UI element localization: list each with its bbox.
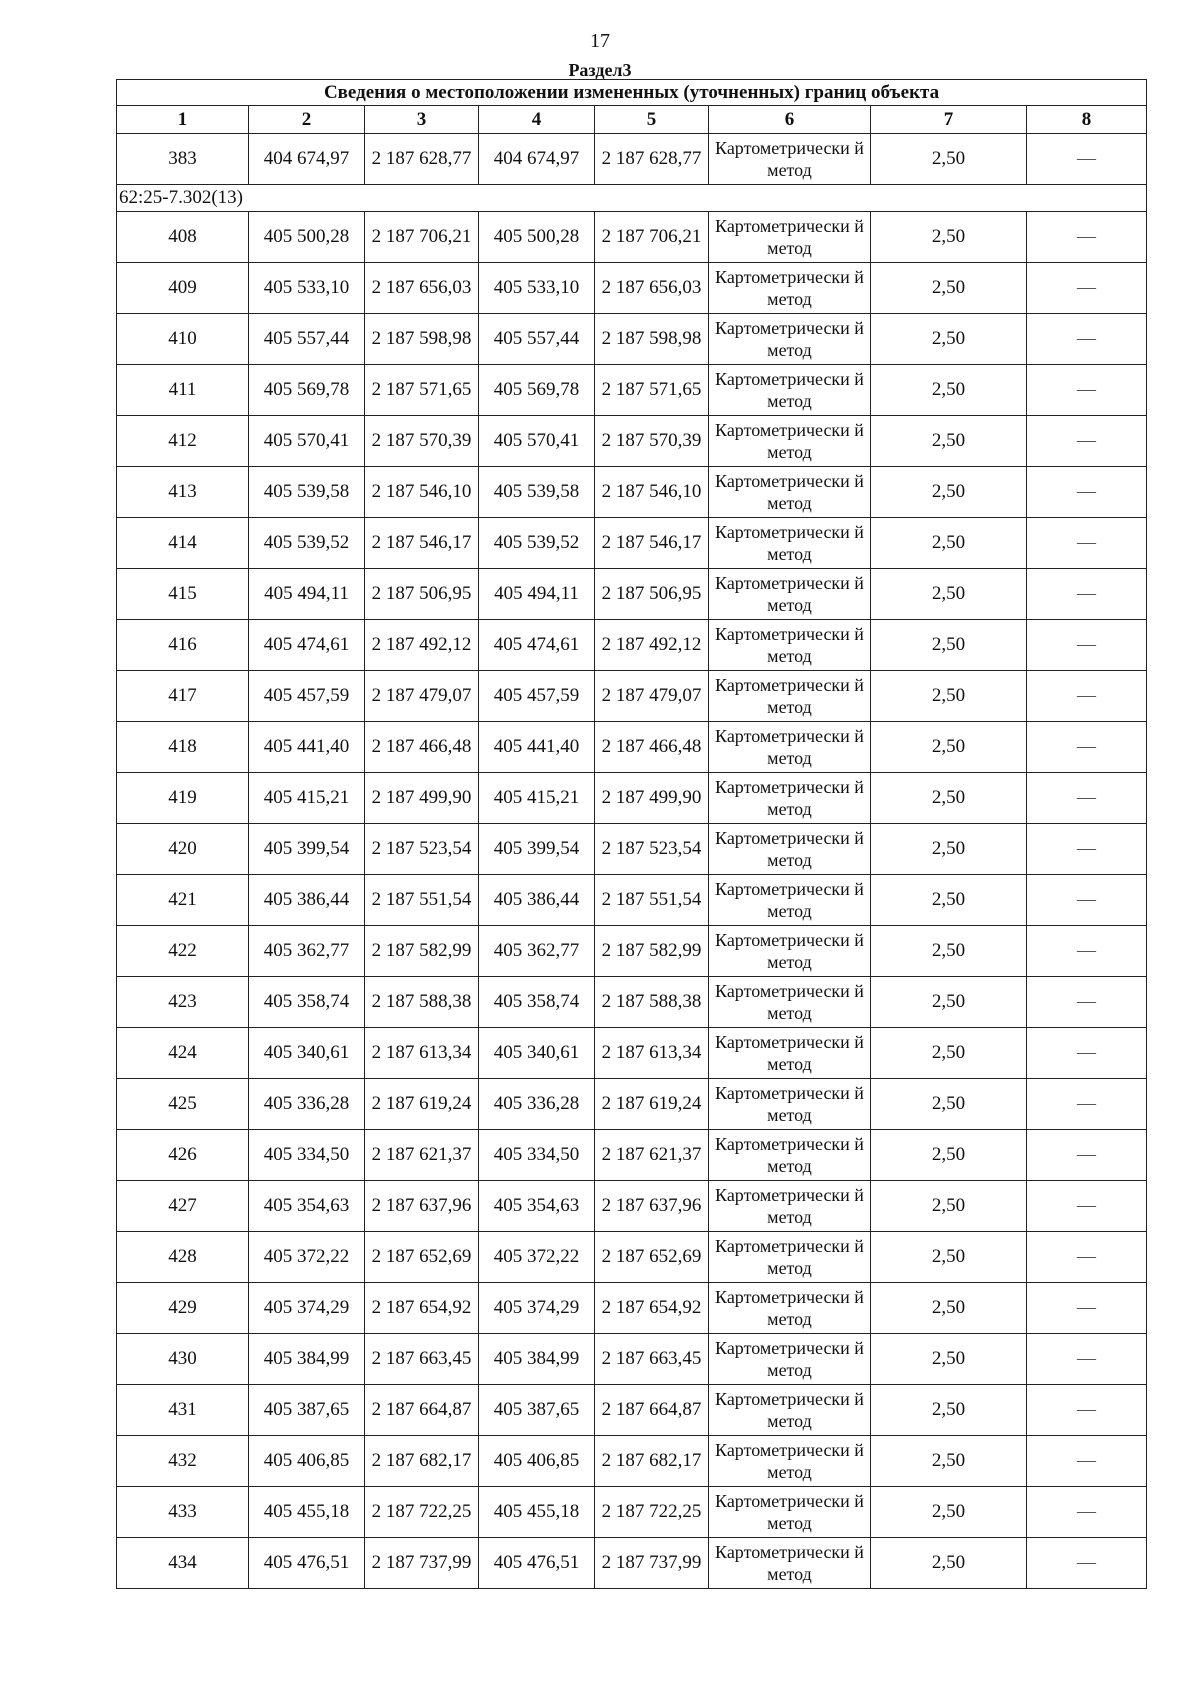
point-number-cell: 409 — [117, 263, 249, 314]
x-coordinate-cell: 405 457,59 — [249, 671, 365, 722]
method-cell: Картометрически й метод — [709, 1436, 871, 1487]
point-number-cell: 383 — [117, 134, 249, 185]
x-coordinate-cell: 405 374,29 — [249, 1283, 365, 1334]
x-coordinate-cell: 405 570,41 — [479, 416, 595, 467]
boundary-table — [116, 79, 1147, 1589]
description-cell: — — [1027, 875, 1147, 926]
description-cell: — — [1027, 467, 1147, 518]
y-coordinate-cell: 2 187 663,45 — [595, 1334, 709, 1385]
column-header: 7 — [871, 106, 1027, 134]
accuracy-cell: 2,50 — [871, 1436, 1027, 1487]
point-number-cell: 429 — [117, 1283, 249, 1334]
accuracy-cell: 2,50 — [871, 1232, 1027, 1283]
description-cell: — — [1027, 314, 1147, 365]
x-coordinate-cell: 405 569,78 — [249, 365, 365, 416]
table-row — [117, 569, 1147, 620]
x-coordinate-cell: 405 539,52 — [479, 518, 595, 569]
table-row — [117, 314, 1147, 365]
point-number-cell: 425 — [117, 1079, 249, 1130]
y-coordinate-cell: 2 187 499,90 — [595, 773, 709, 824]
y-coordinate-cell: 2 187 551,54 — [595, 875, 709, 926]
accuracy-cell: 2,50 — [871, 1538, 1027, 1589]
table-row — [117, 263, 1147, 314]
description-cell: — — [1027, 671, 1147, 722]
y-coordinate-cell: 2 187 621,37 — [595, 1130, 709, 1181]
x-coordinate-cell: 405 372,22 — [479, 1232, 595, 1283]
y-coordinate-cell: 2 187 663,45 — [365, 1334, 479, 1385]
point-number-cell: 426 — [117, 1130, 249, 1181]
point-number-cell: 422 — [117, 926, 249, 977]
method-cell: Картометрически й метод — [709, 722, 871, 773]
y-coordinate-cell: 2 187 656,03 — [595, 263, 709, 314]
accuracy-cell: 2,50 — [871, 773, 1027, 824]
accuracy-cell: 2,50 — [871, 569, 1027, 620]
y-coordinate-cell: 2 187 546,17 — [365, 518, 479, 569]
method-cell: Картометрически й метод — [709, 365, 871, 416]
table-row — [117, 773, 1147, 824]
x-coordinate-cell: 405 533,10 — [249, 263, 365, 314]
point-number-cell: 433 — [117, 1487, 249, 1538]
x-coordinate-cell: 405 457,59 — [479, 671, 595, 722]
accuracy-cell: 2,50 — [871, 875, 1027, 926]
x-coordinate-cell: 405 362,77 — [249, 926, 365, 977]
accuracy-cell: 2,50 — [871, 1385, 1027, 1436]
y-coordinate-cell: 2 187 523,54 — [595, 824, 709, 875]
table-row — [117, 1181, 1147, 1232]
y-coordinate-cell: 2 187 570,39 — [595, 416, 709, 467]
x-coordinate-cell: 405 474,61 — [249, 620, 365, 671]
point-number-cell: 412 — [117, 416, 249, 467]
y-coordinate-cell: 2 187 582,99 — [365, 926, 479, 977]
method-cell: Картометрически й метод — [709, 671, 871, 722]
description-cell: — — [1027, 722, 1147, 773]
table-row — [117, 1334, 1147, 1385]
y-coordinate-cell: 2 187 571,65 — [365, 365, 479, 416]
accuracy-cell: 2,50 — [871, 722, 1027, 773]
accuracy-cell: 2,50 — [871, 620, 1027, 671]
y-coordinate-cell: 2 187 570,39 — [365, 416, 479, 467]
accuracy-cell: 2,50 — [871, 671, 1027, 722]
accuracy-cell: 2,50 — [871, 263, 1027, 314]
y-coordinate-cell: 2 187 621,37 — [365, 1130, 479, 1181]
y-coordinate-cell: 2 187 652,69 — [365, 1232, 479, 1283]
table-row — [117, 1079, 1147, 1130]
x-coordinate-cell: 405 441,40 — [479, 722, 595, 773]
description-cell: — — [1027, 1283, 1147, 1334]
description-cell: — — [1027, 1436, 1147, 1487]
description-cell: — — [1027, 1130, 1147, 1181]
y-coordinate-cell: 2 187 706,21 — [595, 212, 709, 263]
method-cell: Картометрически й метод — [709, 1385, 871, 1436]
description-cell: — — [1027, 569, 1147, 620]
point-number-cell: 419 — [117, 773, 249, 824]
point-number-cell: 434 — [117, 1538, 249, 1589]
table-row — [117, 1538, 1147, 1589]
method-cell: Картометрически й метод — [709, 314, 871, 365]
accuracy-cell: 2,50 — [871, 1028, 1027, 1079]
y-coordinate-cell: 2 187 546,10 — [595, 467, 709, 518]
description-cell: — — [1027, 263, 1147, 314]
description-cell: — — [1027, 365, 1147, 416]
method-cell: Картометрически й метод — [709, 977, 871, 1028]
x-coordinate-cell: 405 399,54 — [249, 824, 365, 875]
description-cell: — — [1027, 1181, 1147, 1232]
x-coordinate-cell: 405 387,65 — [479, 1385, 595, 1436]
table-row — [117, 1130, 1147, 1181]
x-coordinate-cell: 405 557,44 — [479, 314, 595, 365]
x-coordinate-cell: 405 386,44 — [479, 875, 595, 926]
x-coordinate-cell: 405 557,44 — [249, 314, 365, 365]
description-cell: — — [1027, 518, 1147, 569]
table-row — [117, 467, 1147, 518]
y-coordinate-cell: 2 187 619,24 — [365, 1079, 479, 1130]
x-coordinate-cell: 405 539,58 — [479, 467, 595, 518]
x-coordinate-cell: 405 372,22 — [249, 1232, 365, 1283]
x-coordinate-cell: 405 399,54 — [479, 824, 595, 875]
method-cell: Картометрически й метод — [709, 1538, 871, 1589]
x-coordinate-cell: 405 406,85 — [249, 1436, 365, 1487]
y-coordinate-cell: 2 187 682,17 — [365, 1436, 479, 1487]
column-header: 6 — [709, 106, 871, 134]
description-cell: — — [1027, 773, 1147, 824]
description-cell: — — [1027, 1487, 1147, 1538]
y-coordinate-cell: 2 187 551,54 — [365, 875, 479, 926]
column-header: 2 — [249, 106, 365, 134]
table-row — [117, 977, 1147, 1028]
y-coordinate-cell: 2 187 628,77 — [595, 134, 709, 185]
x-coordinate-cell: 405 354,63 — [249, 1181, 365, 1232]
accuracy-cell: 2,50 — [871, 1487, 1027, 1538]
method-cell: Картометрически й метод — [709, 263, 871, 314]
point-number-cell: 432 — [117, 1436, 249, 1487]
table-row — [117, 926, 1147, 977]
x-coordinate-cell: 405 415,21 — [479, 773, 595, 824]
header-row — [117, 106, 1147, 134]
method-cell: Картометрически й метод — [709, 824, 871, 875]
x-coordinate-cell: 405 386,44 — [249, 875, 365, 926]
point-number-cell: 427 — [117, 1181, 249, 1232]
y-coordinate-cell: 2 187 628,77 — [365, 134, 479, 185]
method-cell: Картометрически й метод — [709, 1487, 871, 1538]
y-coordinate-cell: 2 187 654,92 — [595, 1283, 709, 1334]
method-cell: Картометрически й метод — [709, 518, 871, 569]
column-header: 5 — [595, 106, 709, 134]
y-coordinate-cell: 2 187 613,34 — [595, 1028, 709, 1079]
point-number-cell: 428 — [117, 1232, 249, 1283]
page-number: 17 — [590, 30, 610, 52]
method-cell: Картометрически й метод — [709, 416, 871, 467]
description-cell: — — [1027, 134, 1147, 185]
x-coordinate-cell: 405 455,18 — [479, 1487, 595, 1538]
x-coordinate-cell: 404 674,97 — [249, 134, 365, 185]
x-coordinate-cell: 405 362,77 — [479, 926, 595, 977]
method-cell: Картометрически й метод — [709, 773, 871, 824]
accuracy-cell: 2,50 — [871, 365, 1027, 416]
group-label: 62:25-7.302(13) — [117, 185, 1147, 212]
y-coordinate-cell: 2 187 722,25 — [595, 1487, 709, 1538]
point-number-cell: 418 — [117, 722, 249, 773]
point-number-cell: 410 — [117, 314, 249, 365]
description-cell: — — [1027, 1232, 1147, 1283]
x-coordinate-cell: 405 384,99 — [479, 1334, 595, 1385]
method-cell: Картометрически й метод — [709, 1232, 871, 1283]
y-coordinate-cell: 2 187 546,17 — [595, 518, 709, 569]
table-row — [117, 671, 1147, 722]
column-header: 8 — [1027, 106, 1147, 134]
y-coordinate-cell: 2 187 506,95 — [365, 569, 479, 620]
accuracy-cell: 2,50 — [871, 212, 1027, 263]
description-cell: — — [1027, 416, 1147, 467]
y-coordinate-cell: 2 187 598,98 — [595, 314, 709, 365]
accuracy-cell: 2,50 — [871, 1130, 1027, 1181]
point-number-cell: 415 — [117, 569, 249, 620]
accuracy-cell: 2,50 — [871, 1079, 1027, 1130]
y-coordinate-cell: 2 187 619,24 — [595, 1079, 709, 1130]
x-coordinate-cell: 405 455,18 — [249, 1487, 365, 1538]
x-coordinate-cell: 405 569,78 — [479, 365, 595, 416]
y-coordinate-cell: 2 187 479,07 — [595, 671, 709, 722]
method-cell: Картометрически й метод — [709, 1028, 871, 1079]
description-cell: — — [1027, 824, 1147, 875]
table-row — [117, 1385, 1147, 1436]
table-row — [117, 722, 1147, 773]
y-coordinate-cell: 2 187 654,92 — [365, 1283, 479, 1334]
x-coordinate-cell: 405 354,63 — [479, 1181, 595, 1232]
description-cell: — — [1027, 926, 1147, 977]
x-coordinate-cell: 405 476,51 — [249, 1538, 365, 1589]
x-coordinate-cell: 405 358,74 — [249, 977, 365, 1028]
point-number-cell: 431 — [117, 1385, 249, 1436]
x-coordinate-cell: 405 415,21 — [249, 773, 365, 824]
accuracy-cell: 2,50 — [871, 824, 1027, 875]
description-cell: — — [1027, 1385, 1147, 1436]
accuracy-cell: 2,50 — [871, 1334, 1027, 1385]
y-coordinate-cell: 2 187 737,99 — [595, 1538, 709, 1589]
y-coordinate-cell: 2 187 613,34 — [365, 1028, 479, 1079]
x-coordinate-cell: 405 474,61 — [479, 620, 595, 671]
column-header: 4 — [479, 106, 595, 134]
x-coordinate-cell: 405 358,74 — [479, 977, 595, 1028]
y-coordinate-cell: 2 187 492,12 — [595, 620, 709, 671]
accuracy-cell: 2,50 — [871, 926, 1027, 977]
x-coordinate-cell: 405 336,28 — [249, 1079, 365, 1130]
method-cell: Картометрически й метод — [709, 1181, 871, 1232]
point-number-cell: 430 — [117, 1334, 249, 1385]
x-coordinate-cell: 405 533,10 — [479, 263, 595, 314]
point-number-cell: 413 — [117, 467, 249, 518]
y-coordinate-cell: 2 187 706,21 — [365, 212, 479, 263]
point-number-cell: 417 — [117, 671, 249, 722]
group-row — [117, 185, 1147, 212]
accuracy-cell: 2,50 — [871, 518, 1027, 569]
x-coordinate-cell: 405 336,28 — [479, 1079, 595, 1130]
x-coordinate-cell: 404 674,97 — [479, 134, 595, 185]
method-cell: Картометрически й метод — [709, 569, 871, 620]
table-row — [117, 1487, 1147, 1538]
y-coordinate-cell: 2 187 722,25 — [365, 1487, 479, 1538]
column-header: 1 — [117, 106, 249, 134]
x-coordinate-cell: 405 441,40 — [249, 722, 365, 773]
table-row — [117, 1028, 1147, 1079]
y-coordinate-cell: 2 187 664,87 — [595, 1385, 709, 1436]
x-coordinate-cell: 405 406,85 — [479, 1436, 595, 1487]
accuracy-cell: 2,50 — [871, 1283, 1027, 1334]
table-row — [117, 134, 1147, 185]
description-cell: — — [1027, 620, 1147, 671]
point-number-cell: 421 — [117, 875, 249, 926]
y-coordinate-cell: 2 187 664,87 — [365, 1385, 479, 1436]
x-coordinate-cell: 405 500,28 — [249, 212, 365, 263]
table-row — [117, 824, 1147, 875]
y-coordinate-cell: 2 187 588,38 — [365, 977, 479, 1028]
method-cell: Картометрически й метод — [709, 620, 871, 671]
point-number-cell: 408 — [117, 212, 249, 263]
description-cell: — — [1027, 212, 1147, 263]
point-number-cell: 424 — [117, 1028, 249, 1079]
y-coordinate-cell: 2 187 737,99 — [365, 1538, 479, 1589]
method-cell: Картометрически й метод — [709, 212, 871, 263]
table-row — [117, 518, 1147, 569]
method-cell: Картометрически й метод — [709, 134, 871, 185]
method-cell: Картометрически й метод — [709, 467, 871, 518]
x-coordinate-cell: 405 340,61 — [249, 1028, 365, 1079]
y-coordinate-cell: 2 187 571,65 — [595, 365, 709, 416]
description-cell: — — [1027, 1028, 1147, 1079]
point-number-cell: 423 — [117, 977, 249, 1028]
y-coordinate-cell: 2 187 499,90 — [365, 773, 479, 824]
method-cell: Картометрически й метод — [709, 1334, 871, 1385]
accuracy-cell: 2,50 — [871, 134, 1027, 185]
y-coordinate-cell: 2 187 466,48 — [595, 722, 709, 773]
description-cell: — — [1027, 1079, 1147, 1130]
accuracy-cell: 2,50 — [871, 467, 1027, 518]
table-row — [117, 365, 1147, 416]
y-coordinate-cell: 2 187 656,03 — [365, 263, 479, 314]
x-coordinate-cell: 405 494,11 — [479, 569, 595, 620]
column-header: 3 — [365, 106, 479, 134]
y-coordinate-cell: 2 187 466,48 — [365, 722, 479, 773]
accuracy-cell: 2,50 — [871, 1181, 1027, 1232]
table-row — [117, 1232, 1147, 1283]
y-coordinate-cell: 2 187 598,98 — [365, 314, 479, 365]
point-number-cell: 420 — [117, 824, 249, 875]
y-coordinate-cell: 2 187 492,12 — [365, 620, 479, 671]
table-row — [117, 620, 1147, 671]
x-coordinate-cell: 405 500,28 — [479, 212, 595, 263]
y-coordinate-cell: 2 187 637,96 — [365, 1181, 479, 1232]
description-cell: — — [1027, 1334, 1147, 1385]
x-coordinate-cell: 405 384,99 — [249, 1334, 365, 1385]
accuracy-cell: 2,50 — [871, 314, 1027, 365]
table-row — [117, 1283, 1147, 1334]
table-row — [117, 1436, 1147, 1487]
y-coordinate-cell: 2 187 479,07 — [365, 671, 479, 722]
y-coordinate-cell: 2 187 506,95 — [595, 569, 709, 620]
point-number-cell: 411 — [117, 365, 249, 416]
table-row — [117, 875, 1147, 926]
x-coordinate-cell: 405 374,29 — [479, 1283, 595, 1334]
method-cell: Картометрически й метод — [709, 1130, 871, 1181]
y-coordinate-cell: 2 187 546,10 — [365, 467, 479, 518]
x-coordinate-cell: 405 494,11 — [249, 569, 365, 620]
method-cell: Картометрически й метод — [709, 875, 871, 926]
y-coordinate-cell: 2 187 588,38 — [595, 977, 709, 1028]
table-caption: Сведения о местоположении измененных (уточненных) границ объекта — [117, 80, 1147, 106]
y-coordinate-cell: 2 187 523,54 — [365, 824, 479, 875]
x-coordinate-cell: 405 340,61 — [479, 1028, 595, 1079]
table-row — [117, 212, 1147, 263]
accuracy-cell: 2,50 — [871, 416, 1027, 467]
point-number-cell: 416 — [117, 620, 249, 671]
table-row — [117, 416, 1147, 467]
point-number-cell: 414 — [117, 518, 249, 569]
x-coordinate-cell: 405 570,41 — [249, 416, 365, 467]
description-cell: — — [1027, 1538, 1147, 1589]
method-cell: Картометрически й метод — [709, 1283, 871, 1334]
x-coordinate-cell: 405 387,65 — [249, 1385, 365, 1436]
y-coordinate-cell: 2 187 652,69 — [595, 1232, 709, 1283]
x-coordinate-cell: 405 334,50 — [479, 1130, 595, 1181]
x-coordinate-cell: 405 476,51 — [479, 1538, 595, 1589]
description-cell: — — [1027, 977, 1147, 1028]
method-cell: Картометрически й метод — [709, 926, 871, 977]
x-coordinate-cell: 405 334,50 — [249, 1130, 365, 1181]
section-title: Раздел3 — [568, 60, 632, 80]
x-coordinate-cell: 405 539,58 — [249, 467, 365, 518]
method-cell: Картометрически й метод — [709, 1079, 871, 1130]
x-coordinate-cell: 405 539,52 — [249, 518, 365, 569]
y-coordinate-cell: 2 187 637,96 — [595, 1181, 709, 1232]
y-coordinate-cell: 2 187 682,17 — [595, 1436, 709, 1487]
y-coordinate-cell: 2 187 582,99 — [595, 926, 709, 977]
accuracy-cell: 2,50 — [871, 977, 1027, 1028]
